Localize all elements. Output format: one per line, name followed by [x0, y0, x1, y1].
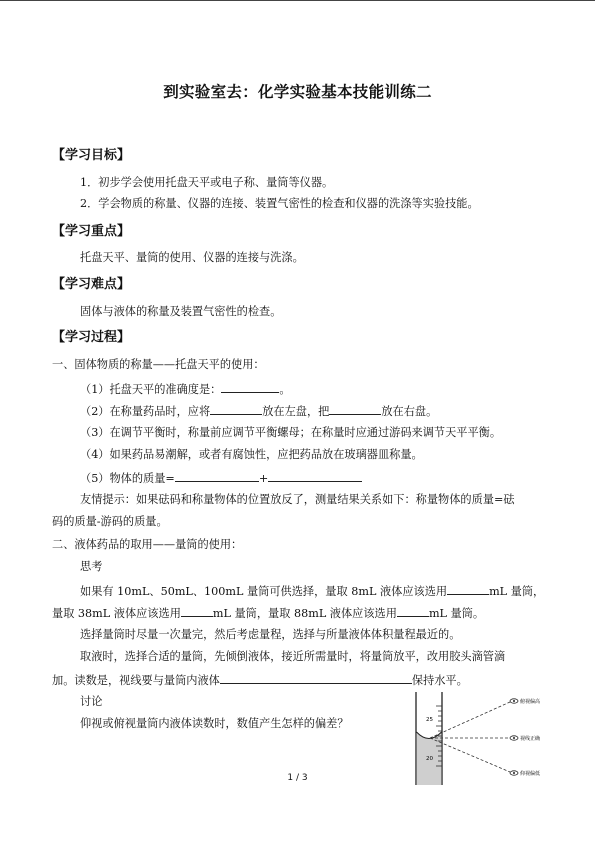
- tick-label-bottom: 20: [426, 756, 433, 762]
- part2-question-line-2: [52, 604, 484, 621]
- part2-p3-text-b: 保持水平。: [411, 674, 468, 687]
- part1-item-4: （4）如果药品易潮解，或者有腐蚀性，应把药品放在玻璃器皿称量。: [80, 448, 423, 461]
- part2-q2-text-c: mL 量筒。: [428, 607, 485, 620]
- part2-q2-text-a: 量取 38mL 液体应该选用: [52, 607, 181, 620]
- key-points-text: 托盘天平、量筒的使用、仪器的连接与洗涤。: [80, 251, 304, 264]
- difficult-points-text: 固体与液体的称量及装置气密性的检查。: [80, 305, 282, 318]
- answer-blank[interactable]: [220, 671, 412, 684]
- section-heading-key: 【学习重点】: [52, 224, 131, 239]
- part1-item-5: [80, 469, 362, 486]
- answer-blank[interactable]: [221, 380, 279, 393]
- label-looking-up: 仰视偏低: [520, 771, 541, 777]
- part1-item-2: [80, 402, 437, 419]
- part2-question-line-1: [80, 582, 544, 599]
- label-looking-down: 俯视偏高: [520, 699, 541, 705]
- goal-item-2: 2．学会物质的称量、仪器的连接、装置气密性的检查和仪器的洗涤等实验技能。: [80, 197, 479, 210]
- part1-item-2-text-b: 放在左盘，把: [262, 405, 330, 418]
- part1-tip-line-2: 码的质量-游码的质量。: [52, 515, 168, 528]
- answer-blank[interactable]: [268, 469, 362, 482]
- answer-blank[interactable]: [181, 604, 213, 617]
- header-rule: [0, 0, 595, 1]
- part1-item-1-text: （1）托盘天平的准确度是：: [80, 383, 222, 396]
- part2-p3-text-a: 加。读数是，视线要与量筒内液体: [52, 674, 220, 687]
- part2-q1-text-b: mL 量筒，: [489, 585, 545, 598]
- section-heading-difficult: 【学习难点】: [52, 277, 131, 292]
- part1-item-5-text: （5）物体的质量=: [80, 472, 175, 485]
- part2-discuss-label: 讨论: [80, 695, 103, 708]
- part2-q1-text-a: 如果有 10mL、50mL、100mL 量筒可供选择，量取 8mL 液体应该选用: [80, 585, 448, 598]
- part1-heading: 一、固体物质的称量——托盘天平的使用：: [52, 358, 265, 371]
- part1-item-1: [80, 380, 291, 397]
- answer-blank[interactable]: [210, 402, 262, 415]
- goal-item-1: 1．初步学会使用托盘天平或电子称、量筒等仪器。: [80, 176, 334, 189]
- part1-item-3: （3）在调节平衡时，称量前应调节平衡螺母；在称量时应通过游码来调节天平平衡。: [80, 426, 502, 439]
- part2-paragraph-2: 取液时，选择合适的量筒，先倾倒液体，接近所需量时，将量筒放平，改用胶头滴管滴: [80, 650, 506, 663]
- eye-icon-top: [510, 699, 518, 703]
- answer-blank[interactable]: [447, 582, 489, 595]
- label-level: 视线正确: [520, 736, 541, 742]
- answer-blank[interactable]: [329, 402, 381, 415]
- answer-blank[interactable]: [397, 604, 429, 617]
- tick-label-top: 25: [426, 717, 433, 723]
- page-title: 到实验室去：化学实验基本技能训练二: [163, 83, 432, 101]
- cylinder-reading-diagram: [406, 690, 556, 785]
- part2-heading: 二、液体药品的取用——量筒的使用：: [52, 538, 243, 551]
- part1-item-2-text-c: 放在右盘。: [381, 405, 438, 418]
- part2-discuss-question: 仰视或俯视量筒内液体读数时，数值产生怎样的偏差？: [80, 717, 349, 730]
- part2-paragraph-1: 选择量筒时尽量一次量完，然后考虑量程，选择与所量液体体积量程最近的。: [80, 628, 461, 641]
- part1-item-2-text-a: （2）在称量药品时，应将: [80, 405, 211, 418]
- section-heading-process: 【学习过程】: [52, 330, 131, 345]
- part1-item-5-plus: +: [258, 472, 269, 485]
- section-heading-goals: 【学习目标】: [52, 148, 131, 163]
- part1-item-1-end: 。: [279, 383, 291, 396]
- part2-think-label: 思考: [80, 560, 103, 573]
- part1-tip-line-1: 友情提示：如果砝码和称量物体的位置放反了，测量结果关系如下：称量物体的质量=砝: [80, 493, 515, 506]
- page-number: 1 / 3: [287, 773, 308, 783]
- part2-paragraph-3: [52, 671, 468, 688]
- answer-blank[interactable]: [175, 469, 259, 482]
- part2-q2-text-b: mL 量筒，量取 88mL 液体应该选用: [212, 607, 397, 620]
- eye-icon-middle: [510, 736, 518, 740]
